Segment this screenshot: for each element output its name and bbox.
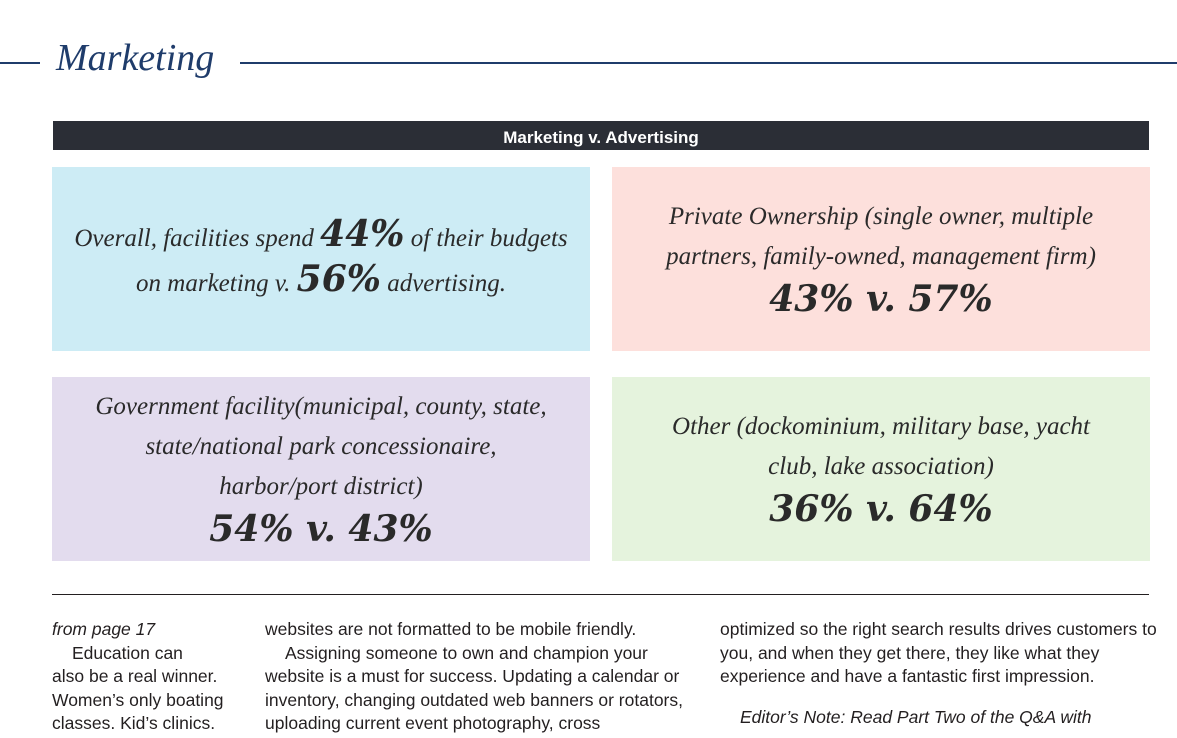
- col1-line: also be a real winner.: [52, 666, 218, 686]
- overall-text-pre: Overall, facilities spend: [74, 225, 321, 252]
- overall-text: [61, 214, 581, 304]
- overall-pct-advertising: 56%: [296, 258, 381, 300]
- infobox-banner: Marketing v. Advertising: [53, 121, 1149, 150]
- overall-pct-marketing: 44%: [320, 213, 405, 255]
- section-title: Marketing: [56, 37, 215, 79]
- stat-box-other: [612, 377, 1150, 561]
- col1-line: classes. Kid’s clinics.: [52, 713, 216, 733]
- article-column-1: [52, 618, 247, 736]
- col1-line: Education can: [72, 642, 183, 663]
- overall-text-mid: of their budgets on marketing v.: [136, 225, 568, 297]
- stat-box-government: [52, 377, 590, 561]
- section-divider: [52, 594, 1149, 595]
- stat-box-overall: [52, 167, 590, 351]
- government-label: Government facility(municipal, county, state, state/national park concessionaire, harbor/port district): [95, 393, 547, 500]
- other-stat: 36% v. 64%: [769, 488, 993, 530]
- stat-box-private: [612, 167, 1150, 351]
- header-rule-left: [0, 62, 40, 64]
- col3-paragraph: optimized so the right search results drives customers to you, and when they get there, they like what they experience and have a fantastic first impression.: [720, 619, 1157, 686]
- article-column-2: [265, 618, 705, 736]
- editors-note: Editor’s Note: Read Part Two of the Q&A with: [740, 706, 1092, 727]
- government-stat: 54% v. 43%: [209, 508, 433, 550]
- col1-line: Women’s only boating: [52, 689, 224, 710]
- private-stat: 43% v. 57%: [769, 278, 993, 320]
- article-column-3: [720, 618, 1160, 729]
- private-label: Private Ownership (single owner, multiple partners, family-owned, management firm): [666, 203, 1096, 270]
- other-label: Other (dockominium, military base, yacht club, lake association): [672, 413, 1090, 480]
- col2-line1: websites are not formatted to be mobile friendly.: [265, 619, 637, 639]
- continued-from: from page 17: [52, 619, 156, 639]
- header-rule-right: [240, 62, 1177, 64]
- overall-text-post: advertising.: [380, 270, 506, 297]
- col2-paragraph: Assigning someone to own and champion your website is a must for success. Updating a calendar or inventory, changing outdated web banners or rotators, uploading current event photography, cross: [265, 642, 683, 733]
